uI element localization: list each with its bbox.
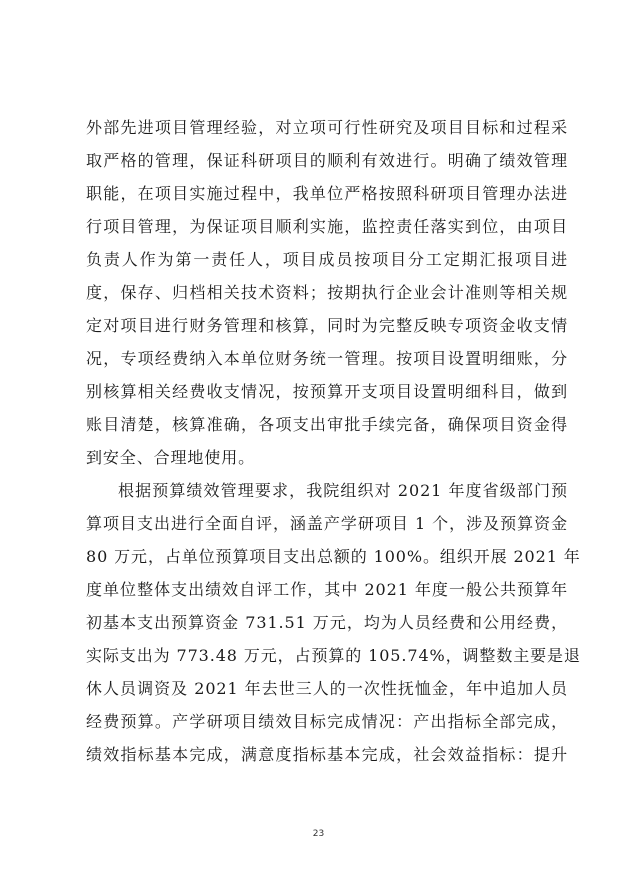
text-line: 80 万元，占单位预算项目支出总额的 100%。组织开展 2021 年 bbox=[86, 547, 581, 566]
text-line: 初基本支出预算资金 731.51 万元，均为人员经费和公用经费， bbox=[86, 613, 568, 632]
paragraph-2 bbox=[86, 474, 581, 771]
text-line: 绩效指标基本完成，满意度指标基本完成，社会效益指标：提升 bbox=[86, 745, 568, 764]
body-text bbox=[86, 111, 581, 771]
text-line: 取严格的管理，保证科研项目的顺利有效进行。明确了绩效管理 bbox=[86, 151, 568, 170]
text-line: 职能，在项目实施过程中，我单位严格按照科研项目管理办法进 bbox=[86, 184, 568, 203]
text-line: 实际支出为 773.48 万元，占预算的 105.74%，调整数主要是退 bbox=[86, 646, 581, 665]
paragraph-1 bbox=[86, 111, 568, 474]
text-line: 度单位整体支出绩效自评工作，其中 2021 年度一般公共预算年 bbox=[86, 580, 568, 599]
text-line: 根据预算绩效管理要求，我院组织对 2021 年度省级部门预 bbox=[118, 481, 568, 500]
text-line: 度，保存、归档相关技术资料；按期执行企业会计准则等相关规 bbox=[86, 283, 568, 302]
text-line: 外部先进项目管理经验，对立项可行性研究及项目目标和过程采 bbox=[86, 118, 568, 137]
text-line: 经费预算。产学研项目绩效目标完成情况：产出指标全部完成， bbox=[86, 712, 568, 731]
text-line: 别核算相关经费收支情况，按预算开支项目设置明细科目，做到 bbox=[86, 382, 568, 401]
text-line: 账目清楚，核算准确，各项支出审批手续完备，确保项目资金得 bbox=[86, 415, 568, 434]
text-line: 到安全、合理地使用。 bbox=[86, 448, 256, 467]
page-number: 23 bbox=[312, 829, 325, 839]
text-line: 负责人作为第一责任人，项目成员按项目分工定期汇报项目进 bbox=[86, 250, 568, 269]
text-line: 算项目支出进行全面自评，涵盖产学研项目 1 个，涉及预算资金 bbox=[86, 514, 568, 533]
text-line: 行项目管理，为保证项目顺利实施，监控责任落实到位，由项目 bbox=[86, 217, 568, 236]
text-line: 休人员调资及 2021 年去世三人的一次性抚恤金，年中追加人员 bbox=[86, 679, 568, 698]
text-line: 定对项目进行财务管理和核算，同时为完整反映专项资金收支情 bbox=[86, 316, 568, 335]
text-line: 况，专项经费纳入本单位财务统一管理。按项目设置明细账，分 bbox=[86, 349, 568, 368]
